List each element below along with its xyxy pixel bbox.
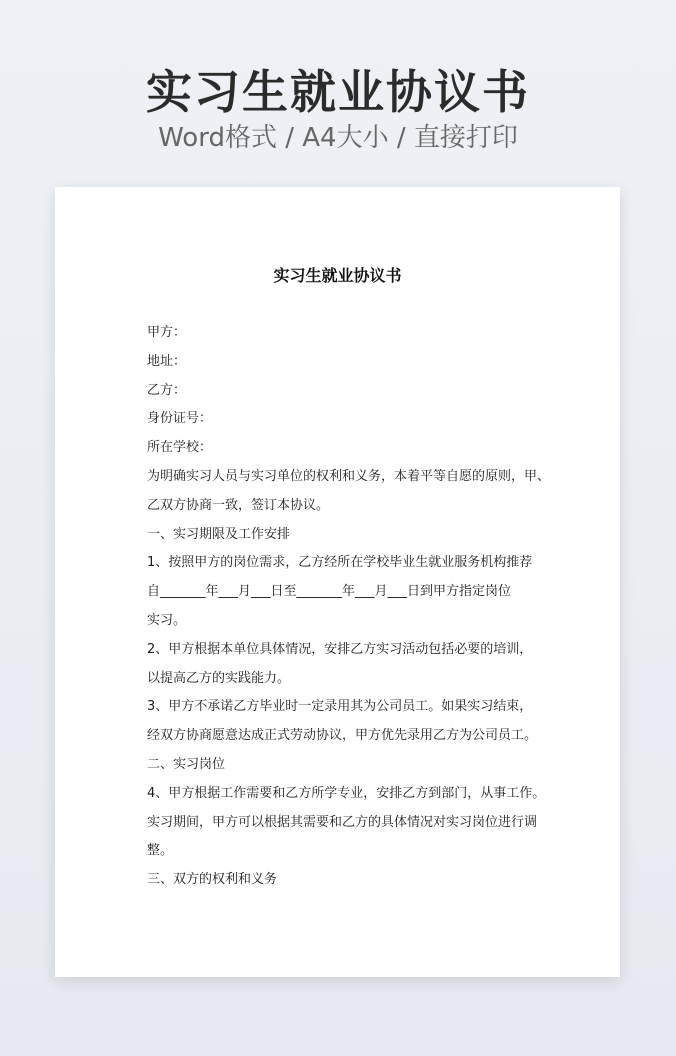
body-paragraph-line: 经双方协商愿意达成正式劳动协议，甲方优先录用乙方为公司员工。 bbox=[147, 728, 538, 744]
body-paragraph-line: 2、甲方根据本单位具体情况，安排乙方实习活动包括必要的培训， bbox=[147, 641, 533, 657]
banner-subtitle: Word格式 / A4大小 / 直接打印 bbox=[158, 123, 518, 153]
section-heading: 二、实习岗位 bbox=[147, 756, 226, 772]
body-paragraph-line: 乙双方协商一致，签订本协议。 bbox=[147, 497, 330, 513]
section-heading: 一、实习期限及工作安排 bbox=[147, 526, 291, 542]
body-paragraph-line: 以提高乙方的实践能力。 bbox=[147, 670, 291, 686]
body-paragraph-line: 整。 bbox=[147, 843, 174, 859]
body-paragraph-line: 3、甲方不承诺乙方毕业时一定录用其为公司员工。如果实习结束， bbox=[147, 699, 533, 715]
section-heading: 三、双方的权利和义务 bbox=[147, 872, 278, 888]
body-paragraph-line: 1、按照甲方的岗位需求，乙方经所在学校毕业生就业服务机构推荐 bbox=[147, 555, 533, 571]
id-number-line: 身份证号： bbox=[147, 411, 213, 427]
date-range-line: 自_______年___月___日至_______年___月___日到甲方指定岗位 bbox=[147, 584, 512, 600]
body-paragraph-line: 为明确实习人员与实习单位的权利和义务，本着平等自愿的原则，甲、 bbox=[147, 468, 551, 484]
party-b-line: 乙方： bbox=[147, 382, 187, 398]
address-line: 地址： bbox=[147, 353, 187, 369]
school-line: 所在学校： bbox=[147, 440, 213, 456]
document-body bbox=[147, 319, 551, 895]
party-a-line: 甲方： bbox=[147, 325, 187, 340]
body-paragraph-line: 4、甲方根据工作需要和乙方所学专业，安排乙方到部门，从事工作。 bbox=[147, 785, 546, 801]
document-title: 实习生就业协议书 bbox=[273, 266, 402, 285]
body-paragraph-line: 实习。 bbox=[147, 612, 187, 628]
body-paragraph-line: 实习期间，甲方可以根据其需要和乙方的具体情况对实习岗位进行调 bbox=[147, 814, 538, 830]
banner-title: 实习生就业协议书 bbox=[146, 65, 530, 119]
document-page bbox=[55, 187, 620, 977]
